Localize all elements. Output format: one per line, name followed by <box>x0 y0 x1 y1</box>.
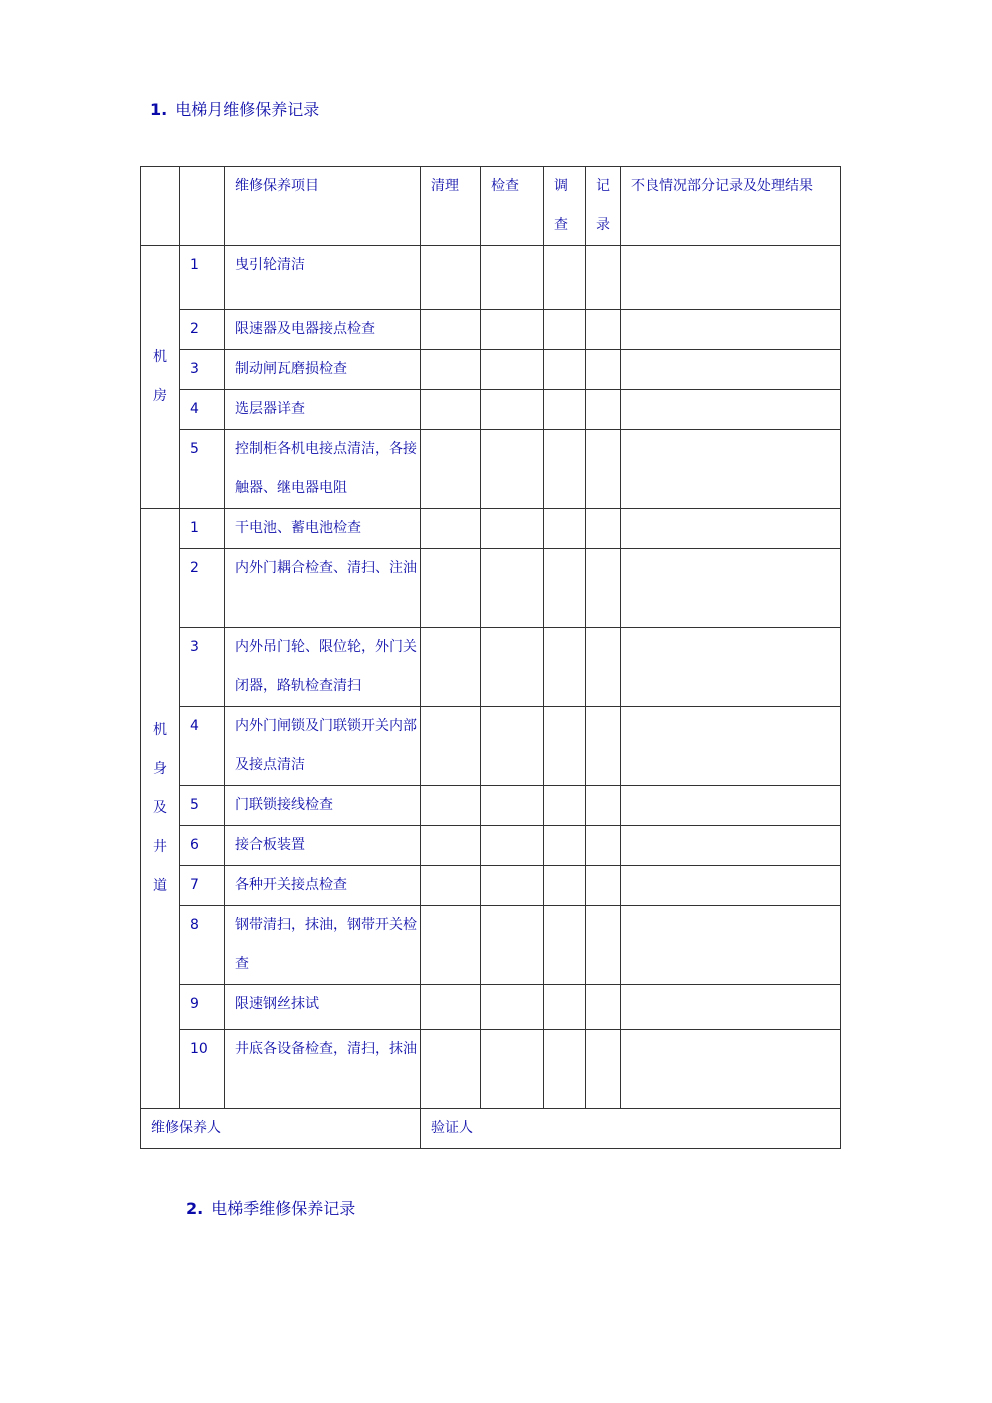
cell-adjust[interactable] <box>544 628 586 707</box>
cell-inspect[interactable] <box>481 350 544 390</box>
table-row <box>141 310 841 350</box>
cell-inspect[interactable] <box>481 310 544 350</box>
cell-adjust[interactable] <box>544 390 586 430</box>
cell-clean[interactable] <box>421 509 481 549</box>
header-clean: 清理 <box>421 167 481 246</box>
header-item: 维修保养项目 <box>225 167 421 246</box>
table-row <box>141 707 841 786</box>
cell-clean[interactable] <box>421 390 481 430</box>
cell-record[interactable] <box>586 430 621 509</box>
cell-inspect[interactable] <box>481 985 544 1030</box>
table-row <box>141 430 841 509</box>
cell-inspect[interactable] <box>481 549 544 628</box>
cell-clean[interactable] <box>421 985 481 1030</box>
table-row <box>141 985 841 1030</box>
cell-notes[interactable] <box>621 707 841 786</box>
section-1-title <box>150 97 319 120</box>
cell-clean[interactable] <box>421 246 481 310</box>
cell-record[interactable] <box>586 310 621 350</box>
cell-inspect[interactable] <box>481 430 544 509</box>
cell-record[interactable] <box>586 707 621 786</box>
row-number: 3 <box>180 628 225 707</box>
cell-record[interactable] <box>586 866 621 906</box>
cell-notes[interactable] <box>621 826 841 866</box>
cell-record[interactable] <box>586 906 621 985</box>
cell-inspect[interactable] <box>481 786 544 826</box>
cell-clean[interactable] <box>421 866 481 906</box>
header-adjust: 调查 <box>544 167 586 246</box>
cell-clean[interactable] <box>421 628 481 707</box>
row-number: 8 <box>180 906 225 985</box>
cell-clean[interactable] <box>421 707 481 786</box>
cell-adjust[interactable] <box>544 1030 586 1109</box>
row-item: 内外吊门轮、限位轮，外门关闭器，路轨检查清扫 <box>225 628 421 707</box>
cell-adjust[interactable] <box>544 866 586 906</box>
cell-inspect[interactable] <box>481 628 544 707</box>
cell-inspect[interactable] <box>481 707 544 786</box>
cell-notes[interactable] <box>621 549 841 628</box>
header-blank-1 <box>141 167 180 246</box>
cell-record[interactable] <box>586 1030 621 1109</box>
cell-clean[interactable] <box>421 826 481 866</box>
cell-clean[interactable] <box>421 786 481 826</box>
row-number: 4 <box>180 390 225 430</box>
cell-record[interactable] <box>586 786 621 826</box>
verifier-label: 验证人 <box>421 1109 841 1149</box>
cell-clean[interactable] <box>421 549 481 628</box>
row-number: 1 <box>180 509 225 549</box>
header-record: 记录 <box>586 167 621 246</box>
row-item: 限速钢丝抹试 <box>225 985 421 1030</box>
cell-inspect[interactable] <box>481 509 544 549</box>
cell-notes[interactable] <box>621 1030 841 1109</box>
row-item: 制动闸瓦磨损检查 <box>225 350 421 390</box>
table-row <box>141 549 841 628</box>
cell-record[interactable] <box>586 390 621 430</box>
maintainer-label: 维修保养人 <box>141 1109 421 1149</box>
header-blank-2 <box>180 167 225 246</box>
row-number: 3 <box>180 350 225 390</box>
header-inspect: 检查 <box>481 167 544 246</box>
cell-adjust[interactable] <box>544 985 586 1030</box>
row-number: 5 <box>180 786 225 826</box>
cell-notes[interactable] <box>621 628 841 707</box>
cell-inspect[interactable] <box>481 826 544 866</box>
cell-inspect[interactable] <box>481 906 544 985</box>
cell-record[interactable] <box>586 826 621 866</box>
cell-record[interactable] <box>586 628 621 707</box>
row-item: 井底各设备检查，清扫，抹油 <box>225 1030 421 1109</box>
cell-notes[interactable] <box>621 430 841 509</box>
table-row <box>141 786 841 826</box>
cell-notes[interactable] <box>621 509 841 549</box>
cell-inspect[interactable] <box>481 1030 544 1109</box>
row-item: 限速器及电器接点检查 <box>225 310 421 350</box>
table-row <box>141 350 841 390</box>
cell-notes[interactable] <box>621 906 841 985</box>
row-number: 7 <box>180 866 225 906</box>
cell-clean[interactable] <box>421 906 481 985</box>
cell-adjust[interactable] <box>544 310 586 350</box>
cell-notes[interactable] <box>621 390 841 430</box>
row-item: 曳引轮清洁 <box>225 246 421 310</box>
row-number: 1 <box>180 246 225 310</box>
table-row <box>141 1030 841 1109</box>
cell-record[interactable] <box>586 350 621 390</box>
cell-adjust[interactable] <box>544 350 586 390</box>
cell-adjust[interactable] <box>544 826 586 866</box>
cell-notes[interactable] <box>621 866 841 906</box>
cell-record[interactable] <box>586 246 621 310</box>
row-number: 10 <box>180 1030 225 1109</box>
cell-adjust[interactable] <box>544 509 586 549</box>
row-number: 9 <box>180 985 225 1030</box>
cell-inspect[interactable] <box>481 866 544 906</box>
section-2-text: 电梯季维修保养记录 <box>211 1199 356 1218</box>
cell-inspect[interactable] <box>481 390 544 430</box>
row-item: 各种开关接点检查 <box>225 866 421 906</box>
cell-inspect[interactable] <box>481 246 544 310</box>
cell-notes[interactable] <box>621 246 841 310</box>
row-item: 接合板装置 <box>225 826 421 866</box>
footer-row <box>141 1109 841 1149</box>
cell-clean[interactable] <box>421 430 481 509</box>
cell-clean[interactable] <box>421 350 481 390</box>
row-number: 5 <box>180 430 225 509</box>
table-row <box>141 826 841 866</box>
table-row <box>141 906 841 985</box>
cell-adjust[interactable] <box>544 246 586 310</box>
row-item: 选层器详查 <box>225 390 421 430</box>
header-row <box>141 167 841 246</box>
row-number: 2 <box>180 310 225 350</box>
row-item: 内外门闸锁及门联锁开关内部及接点清洁 <box>225 707 421 786</box>
section-2-title <box>186 1196 355 1219</box>
cell-clean[interactable] <box>421 310 481 350</box>
cell-record[interactable] <box>586 549 621 628</box>
row-item: 钢带清扫，抹油，钢带开关检查 <box>225 906 421 985</box>
cell-notes[interactable] <box>621 350 841 390</box>
maintenance-record-table <box>140 166 841 1149</box>
cell-adjust[interactable] <box>544 430 586 509</box>
cell-record[interactable] <box>586 985 621 1030</box>
row-number: 6 <box>180 826 225 866</box>
table-row <box>141 509 841 549</box>
row-item: 干电池、蓄电池检查 <box>225 509 421 549</box>
row-number: 2 <box>180 549 225 628</box>
row-item: 控制柜各机电接点清洁，各接触器、继电器电阻 <box>225 430 421 509</box>
table-row <box>141 628 841 707</box>
table-row <box>141 866 841 906</box>
section-1-text: 电梯月维修保养记录 <box>175 100 320 119</box>
row-item: 门联锁接线检查 <box>225 786 421 826</box>
cell-adjust[interactable] <box>544 549 586 628</box>
cell-notes[interactable] <box>621 310 841 350</box>
cell-adjust[interactable] <box>544 906 586 985</box>
table-row <box>141 246 841 310</box>
cell-adjust[interactable] <box>544 707 586 786</box>
section-2-number: 2. <box>186 1199 204 1218</box>
group-label-car-and-shaft: 机身及井道 <box>141 509 180 1109</box>
group-label-machine-room: 机房 <box>141 246 180 509</box>
cell-clean[interactable] <box>421 1030 481 1109</box>
row-item: 内外门耦合检查、清扫、注油 <box>225 549 421 628</box>
section-1-number: 1. <box>150 100 168 119</box>
cell-notes[interactable] <box>621 786 841 826</box>
cell-record[interactable] <box>586 509 621 549</box>
header-notes: 不良情况部分记录及处理结果 <box>621 167 841 246</box>
row-number: 4 <box>180 707 225 786</box>
cell-adjust[interactable] <box>544 786 586 826</box>
cell-notes[interactable] <box>621 985 841 1030</box>
table-row <box>141 390 841 430</box>
